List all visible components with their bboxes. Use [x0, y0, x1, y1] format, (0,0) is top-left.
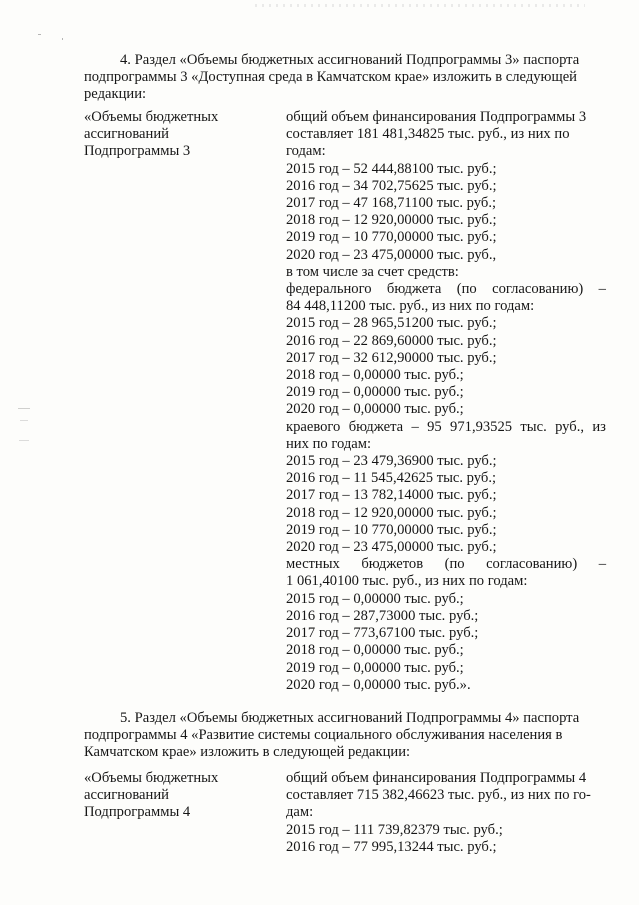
total-line: составляет 181 481,34825 тыс. руб., из них по: [286, 126, 570, 143]
total-line: общий объем финансирования Подпрограммы 4: [286, 770, 587, 786]
regional-word: –: [411, 418, 419, 435]
section-4-intro-line: редакции:: [84, 86, 147, 102]
regional-year-line: 2020 год – 23 475,00000 тыс. руб.;: [286, 539, 497, 556]
total-line: общий объем финансирования Подпрограммы 3: [286, 109, 587, 125]
regional-year-line: 2018 год – 12 920,00000 тыс. руб.;: [286, 504, 497, 521]
label-line: «Объемы бюджетных: [84, 770, 219, 786]
regional-word: краевого: [286, 418, 341, 435]
federal-word: федерального: [286, 281, 372, 298]
section-4-values: [286, 109, 606, 694]
total-year-line: 2020 год – 23 475,00000 тыс. руб.,: [286, 246, 497, 263]
total-line: годам:: [286, 143, 326, 160]
scan-speck: [19, 440, 29, 441]
regional-year-line: 2015 год – 23 479,36900 тыс. руб.;: [286, 453, 497, 470]
local-word: согласованию): [486, 556, 578, 573]
label-line: Подпрограммы 4: [84, 804, 191, 821]
federal-word: (по: [456, 281, 477, 298]
total-year-line: 2016 год – 34 702,75625 тыс. руб.;: [286, 177, 497, 194]
total-year-line: 2019 год – 10 770,00000 тыс. руб.;: [286, 229, 497, 246]
federal-heading: [286, 281, 606, 298]
local-year-line: 2016 год – 287,73000 тыс. руб.;: [286, 607, 479, 624]
local-year-line: 2018 год – 0,00000 тыс. руб.;: [286, 642, 464, 659]
regional-line-2: них по годам:: [286, 435, 372, 452]
scan-speck: [18, 408, 30, 409]
regional-word: бюджета: [348, 418, 404, 435]
section-4-intro-line: 4. Раздел «Объемы бюджетных ассигнований Подпрограммы 3» паспорта: [120, 52, 580, 68]
section-4-intro: [84, 52, 604, 103]
federal-year-line: 2015 год – 28 965,51200 тыс. руб.;: [286, 315, 497, 332]
label-line: «Объемы бюджетных: [84, 109, 219, 125]
local-year-line: 2019 год – 0,00000 тыс. руб.;: [286, 659, 464, 676]
local-word: –: [598, 556, 606, 573]
section-4-intro-line: подпрограммы 3 «Доступная среда в Камчатском крае» изложить в следующей: [84, 69, 577, 85]
scan-speck: [62, 38, 63, 40]
total-line: дам:: [286, 804, 314, 821]
label-line: ассигнований: [84, 126, 169, 143]
scan-speck: [38, 34, 41, 35]
regional-word: 971,93525: [450, 418, 513, 435]
section-4-label: [84, 109, 264, 161]
regional-year-line: 2016 год – 11 545,42625 тыс. руб.;: [286, 470, 497, 487]
section-5-label: [84, 770, 264, 822]
section-5-intro-line: подпрограммы 4 «Развитие системы социального обслуживания населения в: [84, 727, 563, 743]
local-word: местных: [286, 556, 340, 573]
local-amount: 1 061,40100 тыс. руб., из них по годам:: [286, 573, 528, 590]
regional-word: из: [592, 418, 606, 435]
total-year-line: 2015 год – 111 739,82379 тыс. руб.;: [286, 821, 503, 838]
section-5-values: [286, 770, 606, 856]
total-line: составляет 715 382,46623 тыс. руб., из них по го-: [286, 787, 591, 804]
regional-word: 95: [427, 418, 442, 435]
federal-year-line: 2017 год – 32 612,90000 тыс. руб.;: [286, 349, 497, 366]
local-year-line: 2020 год – 0,00000 тыс. руб.».: [286, 676, 471, 693]
section-5-intro-line: Камчатском крае» изложить в следующей редакции:: [84, 744, 411, 760]
local-year-line: 2017 год – 773,67100 тыс. руб.;: [286, 625, 479, 642]
scan-noise: [255, 4, 585, 7]
regional-word: руб.,: [555, 418, 585, 435]
regional-heading: [286, 419, 606, 436]
total-year-line: 2016 год – 77 995,13244 тыс. руб.;: [286, 838, 497, 855]
local-word: (по: [444, 556, 465, 573]
section-5-intro: [84, 710, 604, 761]
local-heading: [286, 556, 606, 573]
total-year-line: 2018 год – 12 920,00000 тыс. руб.;: [286, 212, 497, 229]
federal-year-line: 2016 год – 22 869,60000 тыс. руб.;: [286, 332, 497, 349]
local-word: бюджетов: [361, 556, 424, 573]
federal-word: –: [598, 281, 606, 298]
section-5-intro-line: 5. Раздел «Объемы бюджетных ассигнований Подпрограммы 4» паспорта: [120, 710, 580, 726]
scan-speck: [20, 420, 28, 421]
federal-word: бюджета: [386, 281, 442, 298]
total-year-line: 2017 год – 47 168,71100 тыс. руб.;: [286, 195, 497, 212]
federal-word: согласованию): [492, 281, 584, 298]
total-year-line: 2015 год – 52 444,88100 тыс. руб.;: [286, 160, 497, 177]
local-year-line: 2015 год – 0,00000 тыс. руб.;: [286, 590, 464, 607]
label-line: ассигнований: [84, 787, 169, 804]
regional-year-line: 2017 год – 13 782,14000 тыс. руб.;: [286, 487, 497, 504]
federal-year-line: 2018 год – 0,00000 тыс. руб.;: [286, 367, 464, 384]
federal-year-line: 2019 год – 0,00000 тыс. руб.;: [286, 384, 464, 401]
regional-year-line: 2019 год – 10 770,00000 тыс. руб.;: [286, 521, 497, 538]
including-line: в том числе за счет средств:: [286, 263, 459, 280]
federal-amount: 84 448,11200 тыс. руб., из них по годам:: [286, 298, 535, 315]
label-line: Подпрограммы 3: [84, 143, 191, 160]
regional-word: тыс.: [520, 418, 547, 435]
federal-year-line: 2020 год – 0,00000 тыс. руб.;: [286, 401, 464, 418]
